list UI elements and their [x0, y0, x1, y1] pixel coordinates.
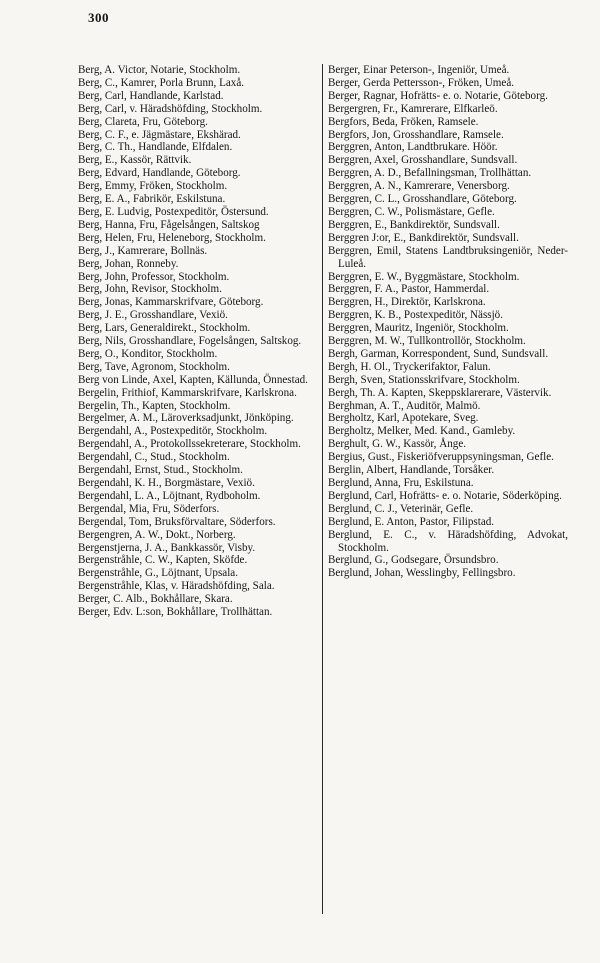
directory-entry: Berger, Edv. L:son, Bokhållare, Trollhättan.	[78, 606, 273, 619]
directory-entry: Berg, Helen, Fru, Heleneborg, Stockholm.	[78, 231, 266, 244]
directory-entry: Berglund, E. Anton, Pastor, Filipstad.	[328, 515, 495, 528]
directory-entry: Bergendal, Tom, Bruksförvaltare, Söderfors.	[78, 515, 276, 528]
column-divider	[322, 64, 323, 914]
directory-entry: Berglin, Albert, Handlande, Torsåker.	[328, 464, 495, 477]
directory-entry: Berger, Einar Peterson-, Ingeniör, Umeå.	[328, 64, 510, 76]
directory-entry: Bergfors, Jon, Grosshandlare, Ramsele.	[328, 128, 504, 141]
directory-entry: Berger, Ragnar, Hofrätts- e. o. Notarie, Göteborg.	[328, 89, 548, 102]
directory-entry: Bergergren, Fr., Kamrerare, Elfkarleö.	[328, 102, 498, 115]
directory-entry: Berg, A. Victor, Notarie, Stockholm.	[78, 64, 241, 76]
directory-entry: Bergh, Garman, Korrespondent, Sund, Sundsvall.	[328, 347, 549, 360]
directory-entry: Berggren J:or, E., Bankdirektör, Sundsvall.	[328, 231, 519, 244]
directory-entry: Berggren, E. W., Byggmästare, Stockholm.	[328, 270, 520, 283]
directory-entry: Berggren, Emil, Statens Landtbruksingeniör, Neder-Luleå.	[328, 244, 568, 270]
directory-entry: Berger, C. Alb., Bokhållare, Skara.	[78, 593, 233, 606]
directory-entry: Berg, C., Kamrer, Porla Brunn, Laxå.	[78, 76, 245, 89]
directory-entry: Berggren, Axel, Grosshandlare, Sundsvall.	[328, 154, 518, 167]
directory-entry: Berg, Edvard, Handlande, Göteborg.	[78, 167, 241, 180]
directory-entry: Berggren, F. A., Pastor, Hammerdal.	[328, 283, 490, 296]
directory-entry: Bergh, Th. A. Kapten, Skeppsklarerare, Västervik.	[328, 386, 552, 399]
directory-entry: Berg, C. F., e. Jägmästare, Ekshärad.	[78, 128, 241, 141]
directory-entry: Berggren, Anton, Landtbrukare. Höör.	[328, 141, 498, 154]
directory-entry: Berglund, Anna, Fru, Eskilstuna.	[328, 477, 474, 489]
directory-entry: Berg, Johan, Ronneby.	[78, 257, 179, 270]
directory-entry: Bergendahl, K. H., Borgmästare, Vexiö.	[78, 477, 255, 489]
directory-entry: Berglund, Carl, Hofrätts- e. o. Notarie, Söderköping.	[328, 489, 562, 502]
directory-entry: Bergh, H. Ol., Tryckerifaktor, Falun.	[328, 360, 491, 373]
left-column	[78, 64, 318, 619]
directory-entry: Bergendahl, C., Stud., Stockholm.	[78, 451, 230, 464]
directory-entry: Bergenstråhle, C. W., Kapten, Sköfde.	[78, 554, 248, 567]
directory-entry: Berg, Carl, Handlande, Karlstad.	[78, 89, 224, 102]
directory-entry: Berg, E. Ludvig, Postexpeditör, Östersund.	[78, 205, 269, 218]
directory-entry: Bergendal, Mia, Fru, Söderfors.	[78, 502, 220, 515]
right-column	[328, 64, 568, 580]
directory-entry: Berggren, Mauritz, Ingeniör, Stockholm.	[328, 322, 509, 335]
directory-entry: Berggren, A. D., Befallningsman, Trollhättan.	[328, 167, 532, 180]
directory-entry: Berg, J. E., Grosshandlare, Vexiö.	[78, 309, 228, 322]
directory-entry: Berglund, C. J., Veterinär, Gefle.	[328, 502, 474, 515]
directory-entry: Bergholtz, Melker, Med. Kand., Gamleby.	[328, 425, 516, 438]
directory-entry: Berggren, K. B., Postexpeditör, Nässjö.	[328, 309, 503, 322]
directory-entry: Berggren, A. N., Kamrerare, Venersborg.	[328, 180, 510, 193]
directory-entry: Bergenstråhle, G., Löjtnant, Upsala.	[78, 567, 238, 580]
directory-entry: Berggren, H., Direktör, Karlskrona.	[328, 296, 486, 309]
directory-entry: Bergelin, Frithiof, Kammarskrifvare, Karlskrona.	[78, 386, 297, 399]
directory-entry: Berg, Tave, Agronom, Stockholm.	[78, 360, 230, 373]
directory-entry: Bergenstråhle, Klas, v. Häradshöfding, Sala.	[78, 580, 275, 593]
directory-entry: Berg, Jonas, Kammarskrifvare, Göteborg.	[78, 296, 264, 309]
directory-entry: Bergendahl, Ernst, Stud., Stockholm.	[78, 464, 243, 477]
directory-entry: Bergenstjerna, J. A., Bankkassör, Visby.	[78, 541, 256, 554]
directory-entry: Bergius, Gust., Fiskeriöfveruppsyningsman, Gefle.	[328, 451, 554, 464]
directory-entry: Bergendahl, L. A., Löjtnant, Rydboholm.	[78, 489, 261, 502]
directory-entry: Berggren, M. W., Tullkontrollör, Stockholm.	[328, 335, 526, 348]
directory-entry: Berg, O., Konditor, Stockholm.	[78, 347, 218, 360]
directory-entry: Berg, John, Revisor, Stockholm.	[78, 283, 222, 296]
directory-entry: Berg, E., Kassör, Rättvik.	[78, 154, 192, 167]
directory-entry: Bergholtz, Karl, Apotekare, Sveg.	[328, 412, 479, 425]
directory-entry: Berg, E. A., Fabrikör, Eskilstuna.	[78, 193, 226, 206]
directory-entry: Berggren, E., Bankdirektör, Sundsvall.	[328, 218, 500, 231]
directory-entry: Berg, Lars, Generaldirekt., Stockholm.	[78, 322, 251, 335]
directory-entry: Berg, Clareta, Fru, Göteborg.	[78, 115, 208, 128]
directory-entry: Berg, Emmy, Fröken, Stockholm.	[78, 180, 228, 193]
directory-entry: Berger, Gerda Pettersson-, Fröken, Umeå.	[328, 76, 515, 89]
directory-entry: Bergengren, A. W., Dokt., Norberg.	[78, 528, 236, 541]
directory-entry: Bergelmer, A. M., Läroverksadjunkt, Jönköping.	[78, 412, 294, 425]
directory-entry: Berghman, A. T., Auditör, Malmö.	[328, 399, 481, 412]
directory-entry: Berglund, E. C., v. Häradshöfding, Advokat, Stockholm.	[328, 528, 568, 554]
directory-entry: Berg, Nils, Grosshandlare, Fogelsången, Saltskog.	[78, 335, 302, 348]
directory-entry: Berg, C. Th., Handlande, Elfdalen.	[78, 141, 233, 154]
directory-entry: Bergh, Sven, Stationsskrifvare, Stockholm.	[328, 373, 520, 386]
directory-entry: Bergelin, Th., Kapten, Stockholm.	[78, 399, 231, 412]
directory-entry: Berg von Linde, Axel, Kapten, Källunda, Önnestad.	[78, 373, 308, 386]
page-number: 300	[88, 10, 109, 25]
directory-entry: Berg, J., Kamrerare, Bollnäs.	[78, 244, 208, 257]
directory-entry: Berglund, Johan, Wesslingby, Fellingsbro.	[328, 567, 516, 580]
directory-entry: Berg, John, Professor, Stockholm.	[78, 270, 230, 283]
directory-entry: Bergfors, Beda, Fröken, Ramsele.	[328, 115, 479, 128]
directory-entry: Bergendahl, A., Postexpeditör, Stockholm.	[78, 425, 268, 438]
directory-entry: Berggren, C. W., Polismästare, Gefle.	[328, 205, 495, 218]
directory-entry: Berggren, C. L., Grosshandlare, Göteborg.	[328, 193, 517, 206]
directory-entry: Berghult, G. W., Kassör, Ånge.	[328, 438, 467, 451]
directory-entry: Berg, Carl, v. Häradshöfding, Stockholm.	[78, 102, 263, 115]
directory-entry: Berg, Hanna, Fru, Fågelsången, Saltskog	[78, 218, 260, 231]
directory-entry: Berglund, G., Godsegare, Örsundsbro.	[328, 554, 499, 567]
directory-entry: Bergendahl, A., Protokollssekreterare, Stockholm.	[78, 438, 301, 451]
